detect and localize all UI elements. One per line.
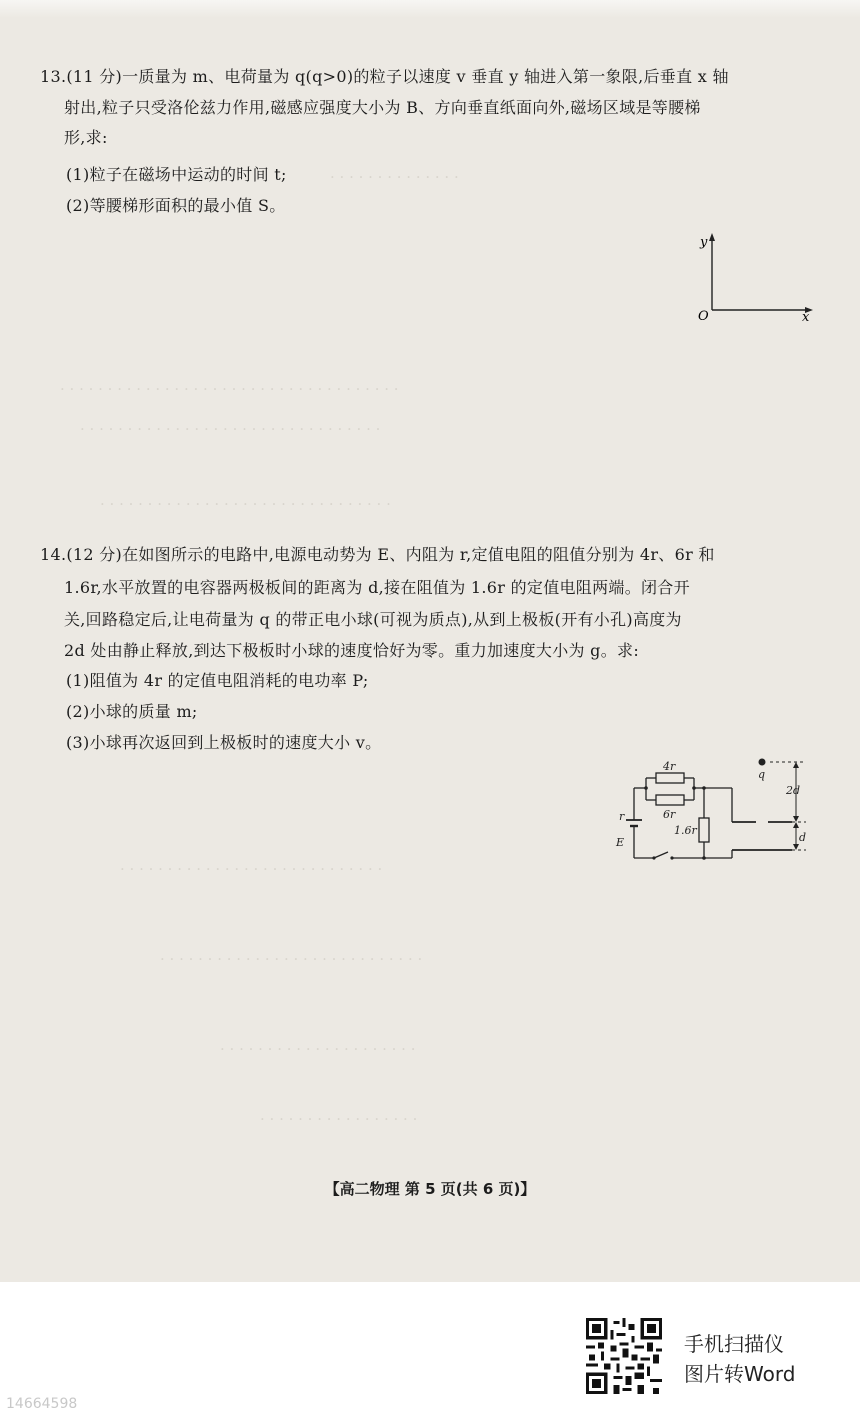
switch-pivot — [652, 856, 655, 859]
dim-d-arrow-bottom — [793, 844, 799, 850]
q13-stem-line-1: 13.(11 分)一质量为 m、电荷量为 q(q>0)的粒子以速度 v 垂直 y 轴进入第一象限,后垂直 x 轴 — [40, 67, 729, 86]
label-1-6r: 1.6r — [674, 824, 697, 837]
q14-stem-line-3: 关,回路稳定后,让电荷量为 q 的带正电小球(可视为质点),从到上极板(开有小孔)高度为 — [64, 610, 682, 629]
bleed-through-2: · · · · · · · · · · · · · · · · · · · · · · · · · · · · · · · · · · · · — [60, 380, 399, 398]
scanner-brand-line-2: 图片转Word — [684, 1362, 796, 1386]
q14-part-3: (3)小球再次返回到上极板时的速度大小 v。 — [66, 733, 382, 752]
junction-16r-top — [702, 786, 706, 790]
resistor-1-6r — [699, 818, 709, 842]
charged-ball — [759, 759, 766, 766]
resistor-6r — [656, 795, 684, 805]
dim-d-arrow-top — [793, 822, 799, 828]
scanner-brand-line-1: 手机扫描仪 — [684, 1332, 784, 1356]
origin-label: O — [698, 309, 709, 323]
q13-axes-figure — [690, 228, 820, 323]
bleed-through-7: · · · · · · · · · · · · · · · · · · · · · — [220, 1040, 416, 1058]
switch-blade — [654, 852, 668, 858]
bleed-through-1: · · · · · · · · · · · · · · — [330, 168, 459, 186]
label-d: d — [799, 831, 807, 844]
bleed-through-8: · · · · · · · · · · · · · · · · · — [260, 1110, 418, 1128]
label-emf-e: E — [616, 836, 625, 849]
q13-part-1: (1)粒子在磁场中运动的时间 t; — [66, 165, 287, 184]
dim-2d-arrow-top — [793, 762, 799, 768]
q13-stem-line-2: 射出,粒子只受洛伦兹力作用,磁感应强度大小为 B、方向垂直纸面向外,磁场区域是等腰梯 — [64, 98, 701, 117]
label-6r: 6r — [663, 808, 676, 821]
bleed-through-3: · · · · · · · · · · · · · · · · · · · · · · · · · · · · · · · · — [80, 420, 381, 438]
label-4r: 4r — [663, 760, 676, 773]
bleed-through-6: · · · · · · · · · · · · · · · · · · · · · · · · · · · · — [160, 950, 423, 968]
bleed-through-5: · · · · · · · · · · · · · · · · · · · · · · · · · · · · — [120, 860, 383, 878]
y-axis-label: y — [700, 235, 708, 250]
qr-code-icon — [586, 1318, 662, 1394]
document-id: 14664598 — [6, 1396, 78, 1412]
label-2d: 2d — [786, 784, 801, 797]
switch-contact — [670, 856, 673, 859]
q14-part-2: (2)小球的质量 m; — [66, 702, 198, 721]
q13-stem-line-3: 形,求: — [64, 128, 108, 147]
junction-right — [692, 786, 696, 790]
y-axis-arrow — [709, 233, 715, 241]
label-charge-q: q — [758, 768, 766, 781]
dim-2d-arrow-bottom — [793, 816, 799, 822]
junction-16r-bottom — [702, 856, 706, 860]
q14-stem-line-2: 1.6r,水平放置的电容器两极板间的距离为 d,接在阻值为 1.6r 的定值电阻两端。闭合开 — [64, 578, 690, 597]
junction-left — [644, 786, 648, 790]
q14-stem-line-4: 2d 处由静止释放,到达下极板时小球的速度恰好为零。重力加速度大小为 g。求: — [64, 641, 640, 660]
page-footer: 【高二物理 第 5 页(共 6 页)】 — [324, 1180, 536, 1198]
q14-circuit-figure — [610, 748, 810, 868]
label-internal-r: r — [619, 810, 625, 823]
x-axis-label: x — [802, 310, 810, 323]
resistor-4r — [656, 773, 684, 783]
q14-part-1: (1)阻值为 4r 的定值电阻消耗的电功率 P; — [66, 671, 369, 690]
q13-part-2: (2)等腰梯形面积的最小值 S。 — [66, 196, 286, 215]
bleed-through-4: · · · · · · · · · · · · · · · · · · · · · · · · · · · · · · · — [100, 495, 391, 513]
q14-stem-line-1: 14.(12 分)在如图所示的电路中,电源电动势为 E、内阻为 r,定值电阻的阻值分别为 4r、6r 和 — [40, 545, 715, 564]
page-top-edge — [0, 0, 860, 18]
